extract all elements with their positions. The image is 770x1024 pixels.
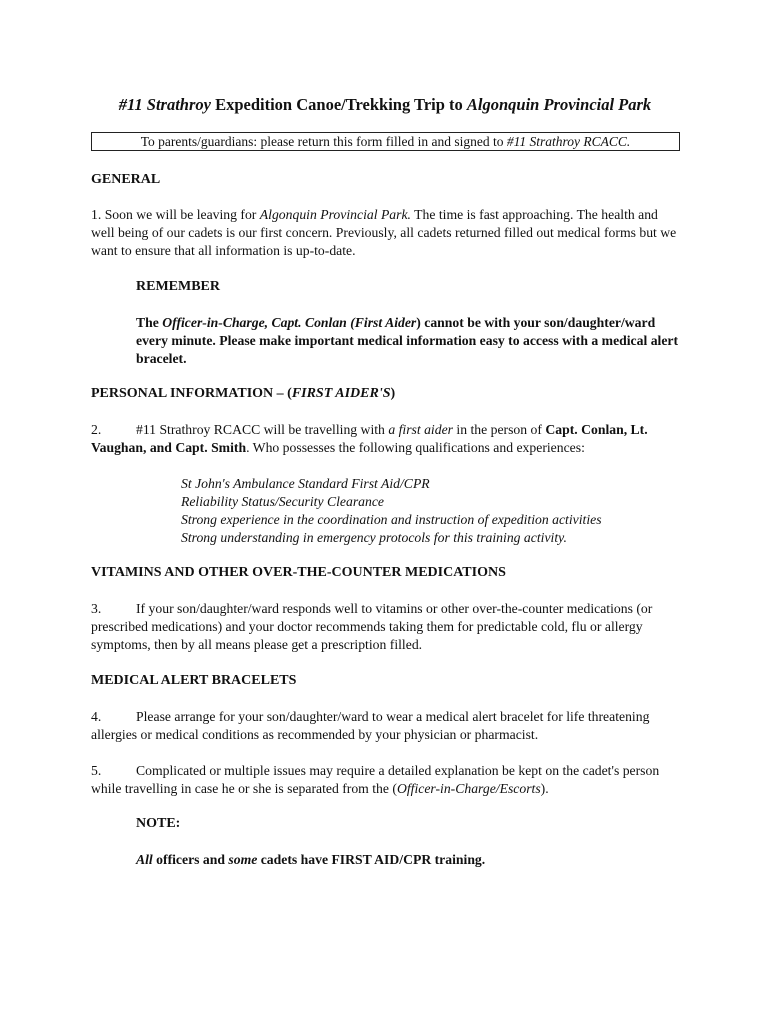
general-heading: GENERAL (91, 172, 161, 187)
paragraph-4: 4. Please arrange for your son/daughter/ward to wear a medical alert bracelet for life threatening allergies or medical conditions as recommended by your physician or pharmacist. (91, 709, 650, 742)
paragraph-1: 1. Soon we will be leaving for Algonquin Provincial Park. The time is fast approaching. The health and well being of our cadets is our first concern. Previously, all cadets returned filled out medical forms but we want to ensure that all information is up-to-date. (91, 207, 677, 258)
qualification-item: St John's Ambulance Standard First Aid/CPR (181, 476, 430, 491)
bracelets-heading: MEDICAL ALERT BRACELETS (91, 673, 297, 688)
paragraph-3: 3. If your son/daughter/ward responds well to vitamins or other over-the-counter medications (or prescribed medications) and your doctor recommends taking them for predictable cold, flu or allergy symptoms, then by all means please get a prescription filled. (91, 601, 653, 652)
qualification-item: Strong experience in the coordination and instruction of expedition activities (181, 512, 602, 527)
document-title: #11 Strathroy Expedition Canoe/Trekking Trip to Algonquin Provincial Park (118, 95, 652, 114)
return-form-notice: To parents/guardians: please return this form filled in and signed to #11 Strathroy RCACC. (91, 132, 680, 151)
remember-heading: REMEMBER (136, 279, 220, 294)
paragraph-2: 2. #11 Strathroy RCACC will be travelling with a first aider in the person of Capt. Conlan, Lt. Vaughan, and Capt. Smith. Who possesses the following qualifications and experiences: (91, 422, 648, 455)
qualification-item: Strong understanding in emergency protocols for this training activity. (181, 530, 567, 545)
note-text: All officers and some cadets have FIRST AID/CPR training. (136, 852, 486, 867)
paragraph-5: 5. Complicated or multiple issues may require a detailed explanation be kept on the cadet's person while travelling in case he or she is separated from the (Officer-in-Charge/Escorts). (91, 763, 660, 796)
note-heading: NOTE: (136, 816, 181, 831)
remember-text: The Officer-in-Charge, Capt. Conlan (First Aider) cannot be with your son/daughter/ward every minute. Please make important medical information easy to access with a medical alert bracelet. (136, 315, 679, 366)
personal-info-heading: PERSONAL INFORMATION – (FIRST AIDER'S) (91, 386, 396, 401)
qualification-item: Reliability Status/Security Clearance (181, 494, 384, 509)
vitamins-heading: VITAMINS AND OTHER OVER-THE-COUNTER MEDICATIONS (91, 565, 506, 580)
qualifications-list (181, 475, 681, 547)
